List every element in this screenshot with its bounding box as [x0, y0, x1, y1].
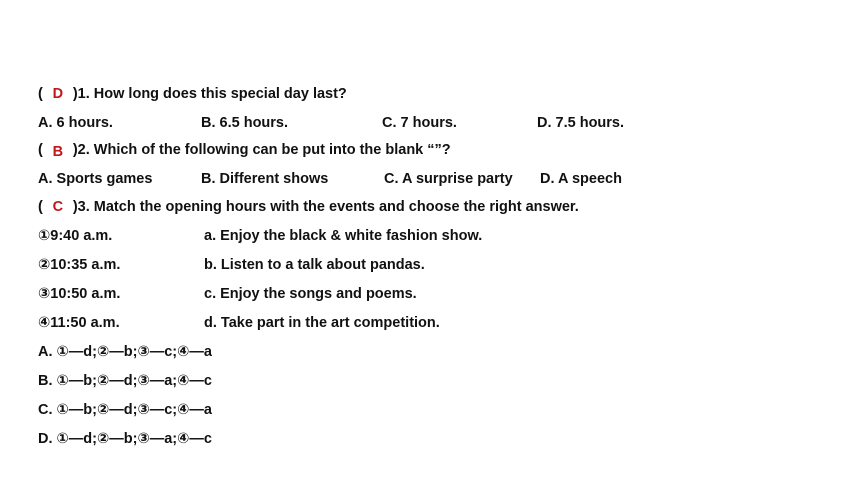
- q3-event-a: a. Enjoy the black & white fashion show.: [204, 228, 483, 244]
- q3-answer: C: [52, 199, 64, 215]
- q2-option-d: D. A speech: [540, 171, 622, 187]
- q3-option-d: D. ①—d;②—b;③—a;④—c: [38, 431, 212, 447]
- q2-text: )2. Which of the following can be put into the blank “”?: [72, 142, 451, 158]
- q1-open-paren: (: [38, 86, 43, 102]
- q1-text: )1. How long does this special day last?: [72, 86, 347, 102]
- q1-option-b: B. 6.5 hours.: [201, 115, 289, 131]
- q3-event-d: d. Take part in the art competition.: [204, 315, 440, 331]
- q3-time-1: ①9:40 a.m.: [38, 228, 113, 244]
- q3-option-c: C. ①—b;②—d;③—c;④—a: [38, 402, 212, 418]
- q2-option-a: A. Sports games: [38, 171, 153, 187]
- q1-option-c: C. 7 hours.: [382, 115, 457, 131]
- q2-answer: B: [52, 144, 64, 160]
- q3-time-4: ④11:50 a.m.: [38, 315, 120, 331]
- question-1: [38, 85, 347, 103]
- q3-time-3: ③10:50 a.m.: [38, 286, 121, 302]
- q3-time-2: ②10:35 a.m.: [38, 257, 121, 273]
- q1-answer: D: [52, 86, 64, 102]
- q3-open-paren: (: [38, 199, 43, 215]
- q2-option-c: C. A surprise party: [384, 171, 513, 187]
- q2-open-paren: (: [38, 142, 43, 158]
- question-2: [38, 141, 451, 159]
- question-3: [38, 198, 579, 216]
- q2-option-b: B. Different shows: [201, 171, 329, 187]
- q3-event-b: b. Listen to a talk about pandas.: [204, 257, 425, 273]
- q1-option-a: A. 6 hours.: [38, 115, 113, 131]
- q3-text: )3. Match the opening hours with the events and choose the right answer.: [72, 199, 579, 215]
- q1-option-d: D. 7.5 hours.: [537, 115, 625, 131]
- q3-event-c: c. Enjoy the songs and poems.: [204, 286, 417, 302]
- q3-option-b: B. ①—b;②—d;③—a;④—c: [38, 373, 212, 389]
- q3-option-a: A. ①—d;②—b;③—c;④—a: [38, 344, 212, 360]
